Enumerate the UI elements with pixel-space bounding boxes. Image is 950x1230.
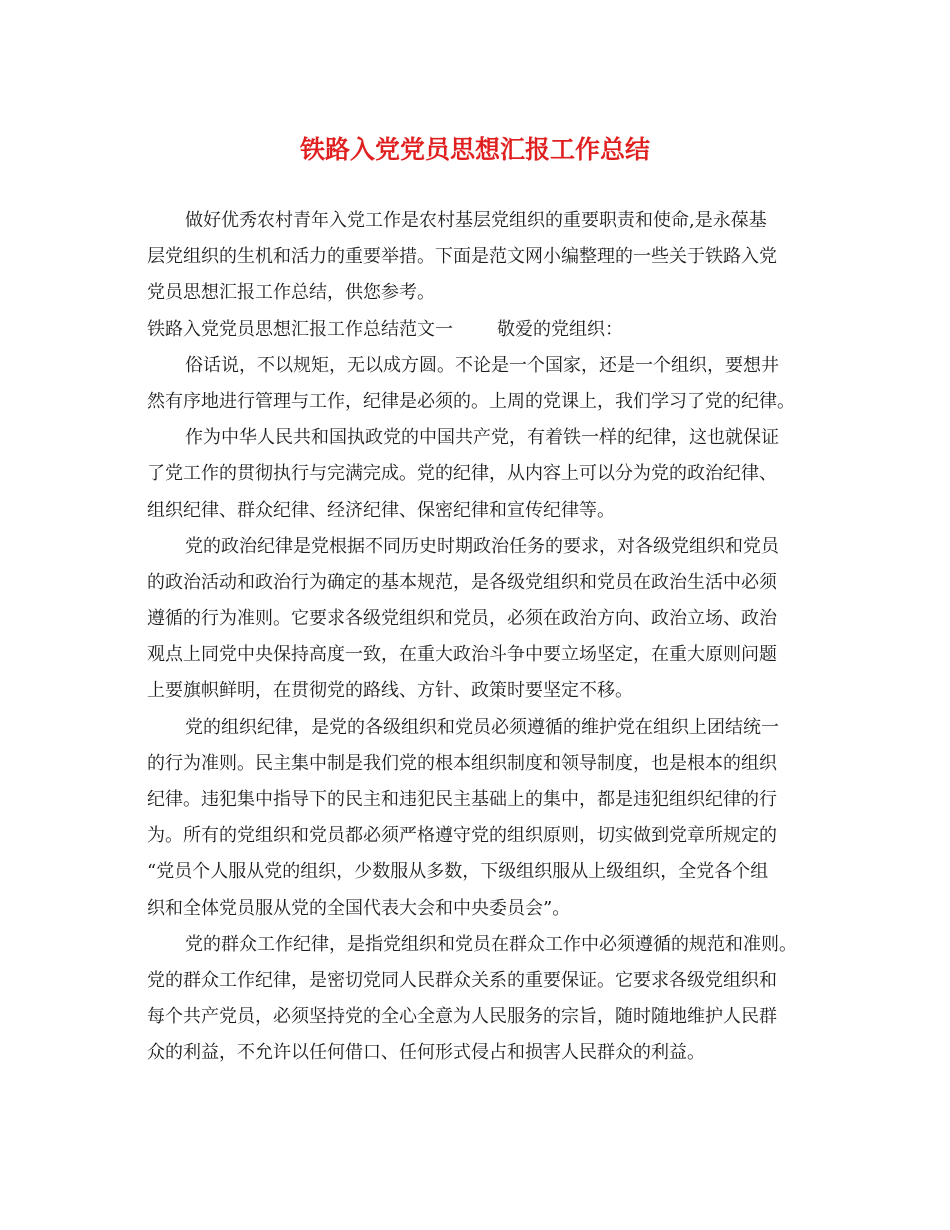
body-line: 的政治活动和政治行为确定的基本规范，是各级党组织和党员在政治生活中必须 bbox=[147, 571, 777, 593]
body-line: 上要旗帜鲜明，在贯彻党的路线、方针、政策时要坚定不移。 bbox=[147, 680, 633, 702]
body-line: 党员思想汇报工作总结，供您参考。 bbox=[147, 282, 435, 304]
body-line: 众的利益，不允许以任何借口、任何形式侵占和损害人民群众的利益。 bbox=[147, 1042, 705, 1064]
document-body bbox=[147, 203, 815, 1072]
document-title: 铁路入党党员思想汇报工作总结 bbox=[299, 135, 650, 164]
body-line: 俗话说，不以规矩，无以成方圆。不论是一个国家，还是一个组织，要想井 bbox=[185, 354, 779, 376]
section-heading: 铁路入党党员思想汇报工作总结范文一 bbox=[147, 318, 453, 340]
body-line: 做好优秀农村青年入党工作是农村基层党组织的重要职责和使命,是永葆基 bbox=[185, 210, 767, 231]
body-line: 党的组织纪律，是党的各级组织和党员必须遵循的维护党在组织上团结统一 bbox=[185, 716, 779, 738]
body-line: 党的政治纪律是党根据不同历史时期政治任务的要求，对各级党组织和党员 bbox=[185, 535, 779, 557]
body-line: 遵循的行为准则。它要求各级党组织和党员，必须在政治方向、政治立场、政治 bbox=[147, 608, 777, 630]
body-line: 每个共产党员，必须坚持党的全心全意为人民服务的宗旨，随时随地维护人民群 bbox=[147, 1006, 777, 1028]
body-line: 纪律。违犯集中指导下的民主和违犯民主基础上的集中，都是违犯组织纪律的行 bbox=[147, 789, 777, 810]
body-line: 作为中华人民共和国执政党的中国共产党，有着铁一样的纪律，这也就保证 bbox=[185, 427, 779, 449]
body-line: 党的群众工作纪律，是指党组织和党员在群众工作中必须遵循的规范和准则。 bbox=[185, 933, 797, 955]
body-line: 观点上同党中央保持高度一致，在重大政治斗争中要立场坚定，在重大原则问题 bbox=[147, 644, 777, 666]
body-line bbox=[147, 312, 815, 348]
body-line: 为。所有的党组织和党员都必须严格遵守党的组织原则，切实做到党章所规定的 bbox=[147, 825, 777, 847]
body-line: 了党工作的贯彻执行与完满完成。党的纪律，从内容上可以分为党的政治纪律、 bbox=[147, 463, 777, 485]
body-line: 组织纪律、群众纪律、经济纪律、保密纪律和宣传纪律等。 bbox=[147, 499, 615, 521]
body-line: 然有序地进行管理与工作，纪律是必须的。上周的党课上，我们学习了党的纪律。 bbox=[147, 390, 795, 412]
body-line: 的行为准则。民主集中制是我们党的根本组织制度和领导制度，也是根本的组织 bbox=[147, 752, 777, 774]
body-line: “党员个人服从党的组织，少数服从多数，下级组织服从上级组织，全党各个组 bbox=[147, 861, 769, 883]
body-line: 层党组织的生机和活力的重要举措。下面是范文网小编整理的一些关于铁路入党 bbox=[147, 246, 777, 268]
body-line: 党的群众工作纪律，是密切党同人民群众关系的重要保证。它要求各级党组织和 bbox=[147, 969, 777, 991]
salutation: 敬爱的党组织： bbox=[497, 318, 623, 340]
body-line: 织和全体党员服从党的全国代表大会和中央委员会”。 bbox=[147, 897, 571, 919]
